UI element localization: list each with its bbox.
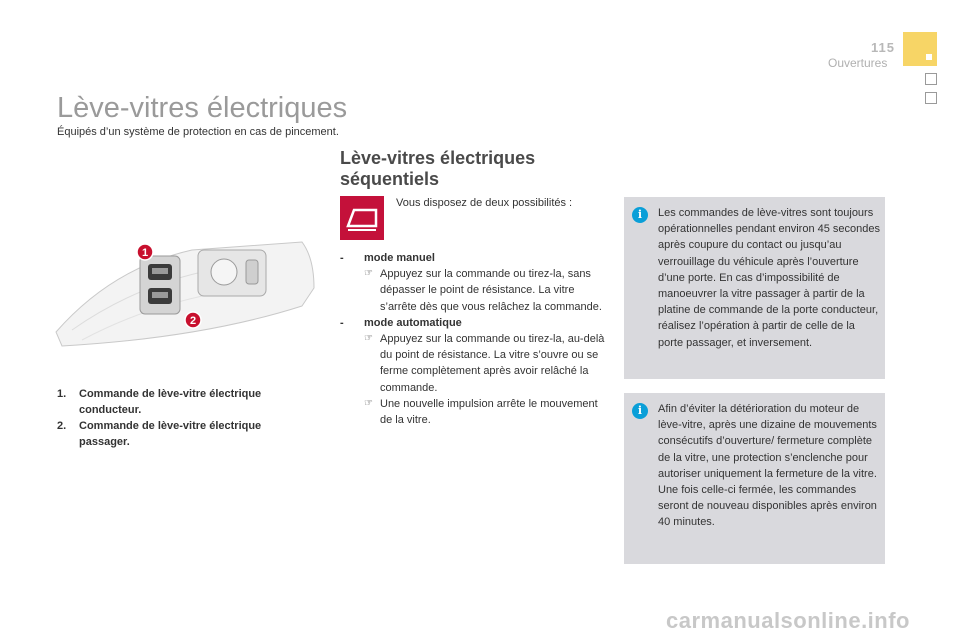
section-title-line: séquentiels xyxy=(340,169,440,189)
caption-number: 1. xyxy=(57,388,67,400)
window-switch-illustration xyxy=(52,228,318,354)
page-title: Lève-vitres électriques xyxy=(57,92,348,124)
section-label: Ouvertures xyxy=(828,56,888,70)
mode-dash: - xyxy=(340,316,344,329)
mode-heading xyxy=(340,315,605,331)
info-box xyxy=(624,393,885,564)
page-subtitle: Équipés d’un système de protection en cas de pincement. xyxy=(57,126,339,138)
caption-number: 2. xyxy=(57,420,67,432)
mode-item xyxy=(340,250,605,315)
mode-label: mode manuel xyxy=(364,252,435,264)
window-switch-icon xyxy=(340,196,384,240)
chapter-tab[interactable] xyxy=(925,92,937,104)
intro-text: Vous disposez de deux possibilités : xyxy=(396,197,573,209)
info-box xyxy=(624,197,885,379)
caption-list xyxy=(57,386,297,450)
mode-step xyxy=(340,266,605,315)
mode-step-text: Appuyez sur la commande ou tirez-la, sans dépasser le point de résistance. La vitre s’arrête dès que vous relâchez la commande. xyxy=(380,268,602,313)
pointing-hand-icon: ☞ xyxy=(364,268,373,280)
section-title-line: Lève-vitres électriques xyxy=(340,148,536,168)
caption-text: Commande de lève-vitre électrique conducteur. xyxy=(79,388,262,416)
mode-step xyxy=(340,331,605,396)
info-icon: i xyxy=(632,403,648,419)
pointing-hand-icon: ☞ xyxy=(364,333,373,345)
info-text: Afin d’éviter la détérioration du moteur de lève-vitre, après une dizaine de mouvements consécutifs d’ouverture/ fermeture complète de la vitre, une protection s’enclenche pour autoriser uniquement la fermeture de la vitre. Une fois celle-ci fermée, les commandes seront de nouveau disponibles après environ 40 minutes. xyxy=(658,403,877,529)
mode-heading xyxy=(340,250,605,266)
pointing-hand-icon: ☞ xyxy=(364,397,373,409)
mode-label: mode automatique xyxy=(364,316,462,329)
callout-1-label: 1 xyxy=(141,247,149,259)
page-number: 115 xyxy=(871,40,895,55)
mode-list xyxy=(340,250,605,428)
watermark: carmanualsonline.info xyxy=(666,608,910,633)
mode-step-text: Une nouvelle impulsion arrête le mouvement de la vitre. xyxy=(380,397,598,427)
mode-step-text: Appuyez sur la commande ou tirez-la, au-delà du point de résistance. La vitre s’ouvre ou se ferme complètement après avoir relâché la commande. xyxy=(380,333,605,394)
caption-text: Commande de lève-vitre électrique passager. xyxy=(79,420,262,448)
mode-dash: - xyxy=(340,252,344,264)
caption-item xyxy=(57,418,297,450)
mode-step xyxy=(340,396,605,428)
mode-item xyxy=(340,315,605,428)
info-text: Les commandes de lève-vitres sont toujours opérationnelles pendant environ 45 secondes après coupure du contact ou jusqu’au verrouillage du véhicule après l’ouverture d’une porte. En cas d’impossibilité de manoeuvrer la vitre passager à partir de la platine de commande de la porte conducteur, réalisez l’opération à partir de celle de la porte passager, et inversement. xyxy=(658,207,880,349)
chapter-tab-active[interactable] xyxy=(903,32,937,66)
section-title xyxy=(340,148,600,190)
callout-2-label: 2 xyxy=(189,315,197,327)
info-icon: i xyxy=(632,207,648,223)
chapter-tab[interactable] xyxy=(925,73,937,85)
caption-item xyxy=(57,386,297,418)
